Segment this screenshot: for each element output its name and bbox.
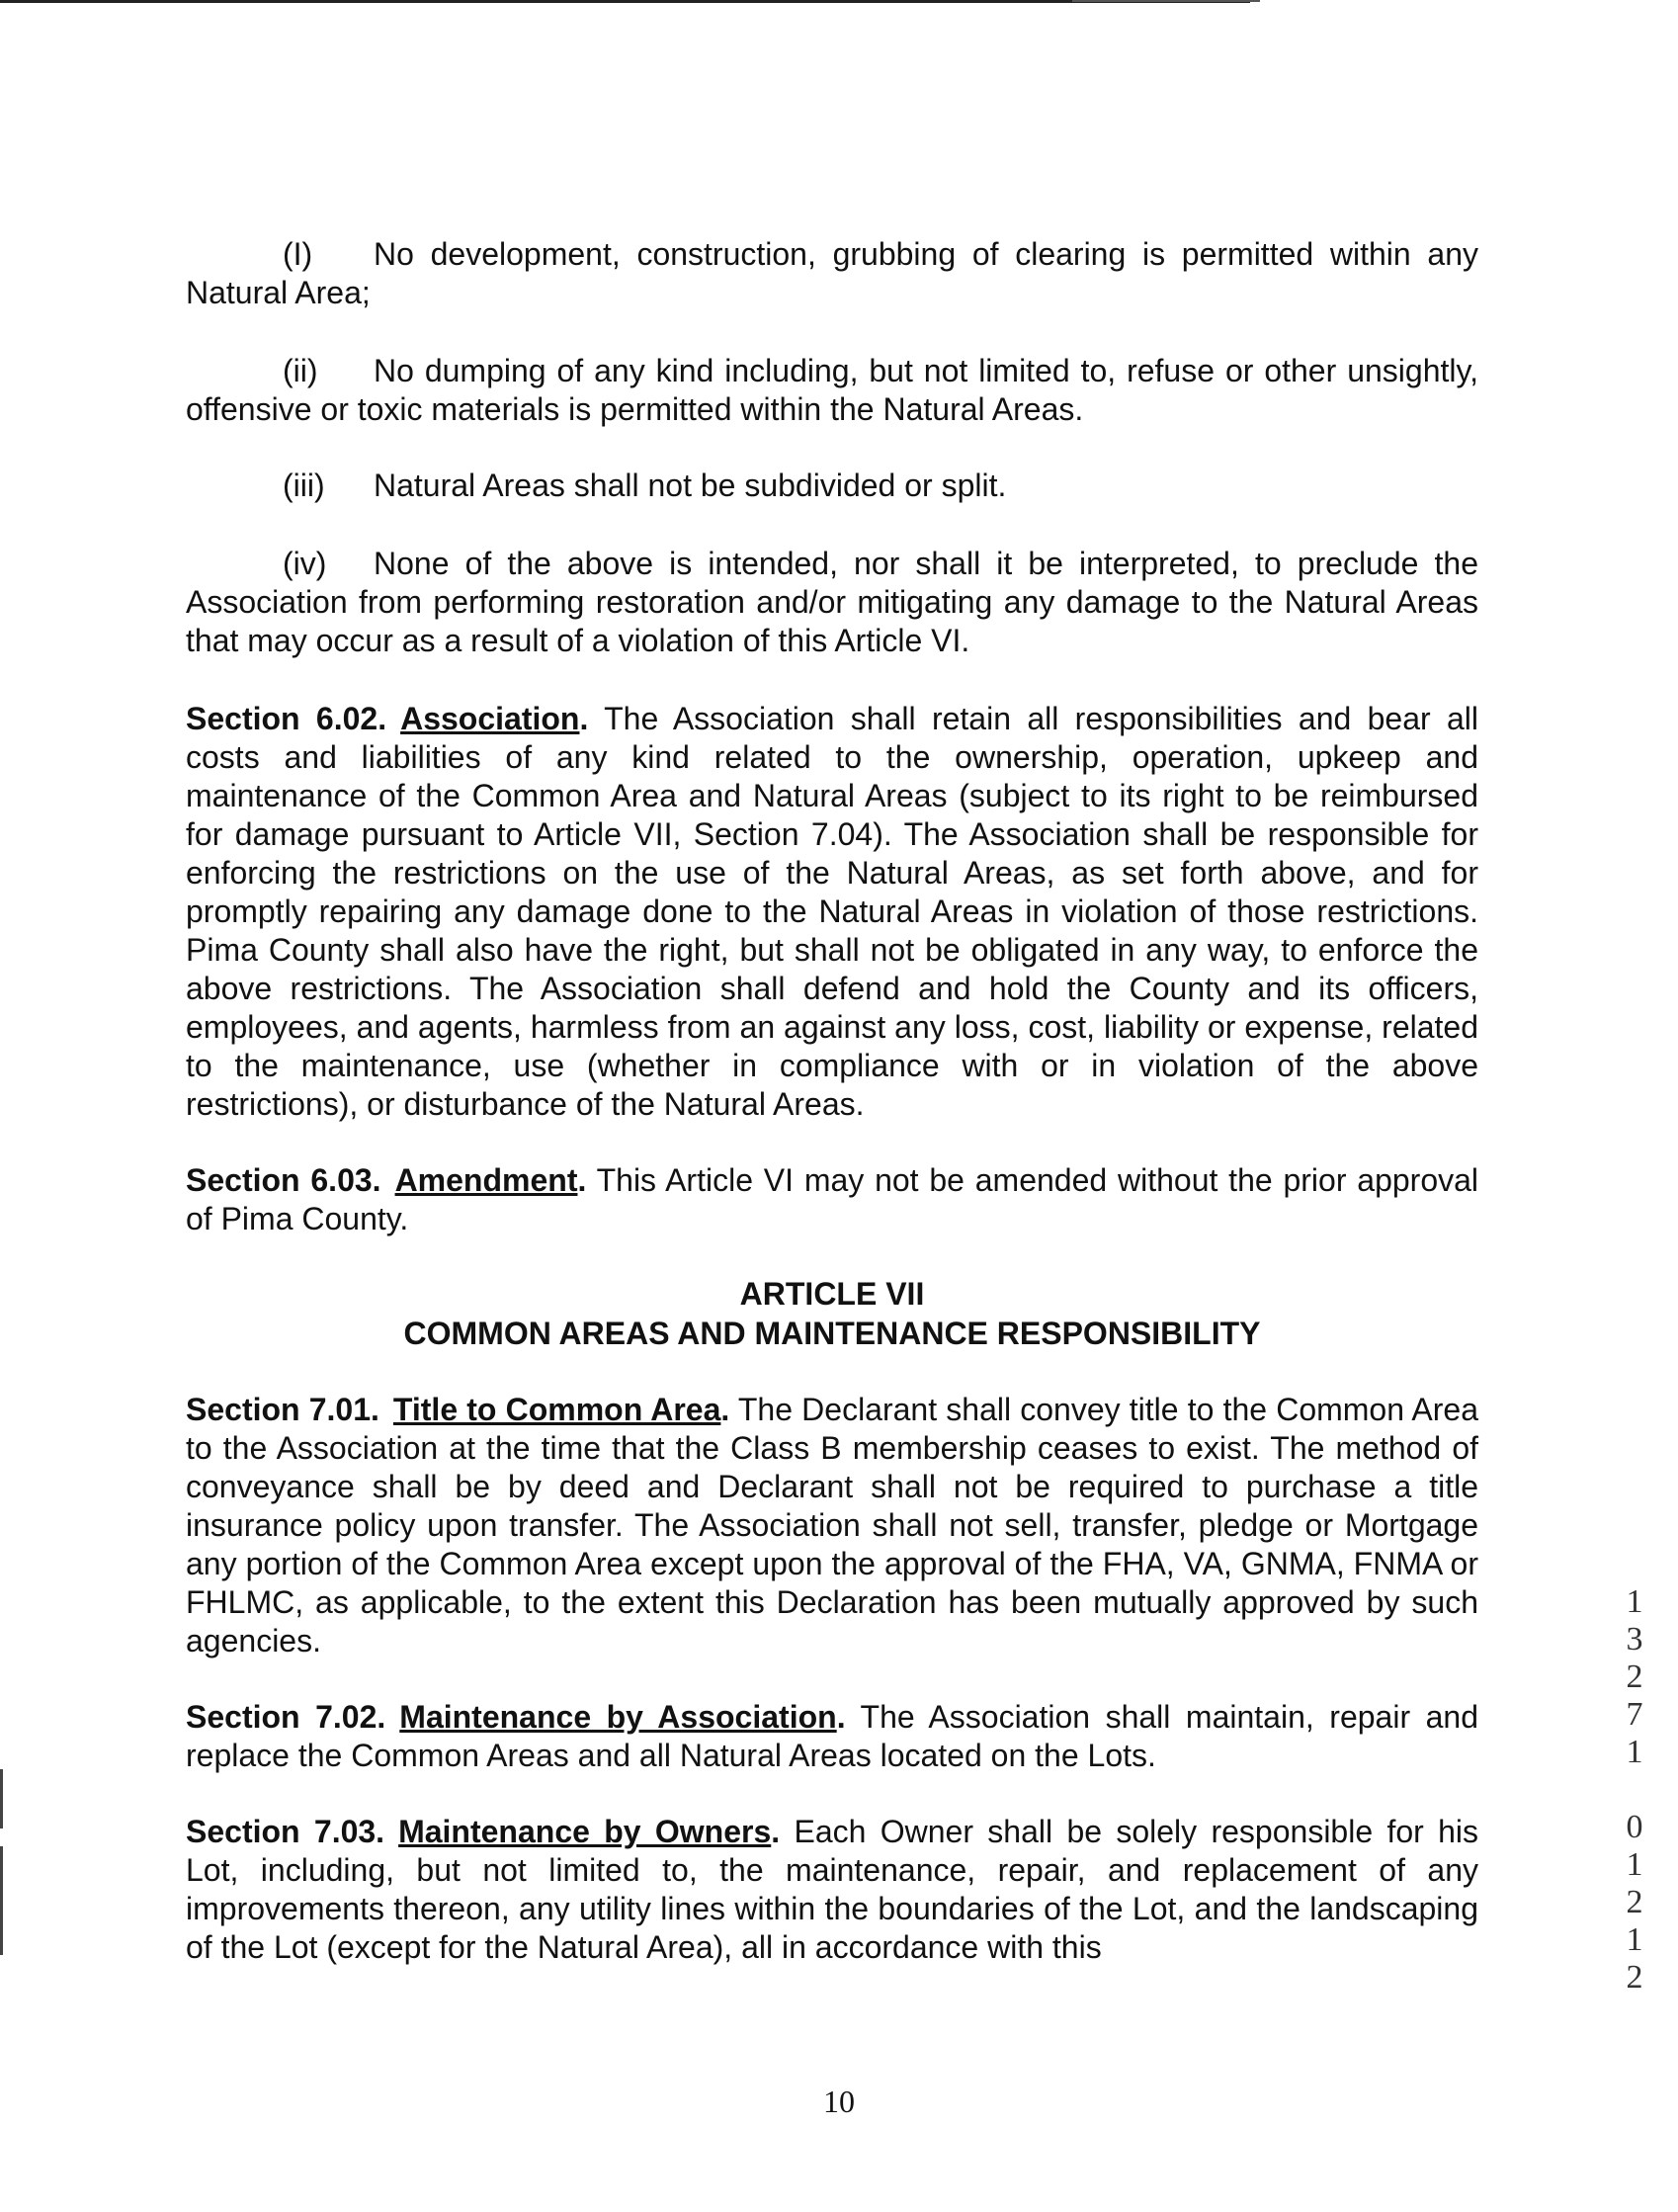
section-body: The Association shall maintain, repair and replace the Common Areas and all Natural Areas located on the Lots. (186, 1699, 1479, 1773)
article-heading (186, 1274, 1478, 1353)
section-7-01: Section 7.01. Title to Common Area. The Declarant shall convey title to the Common Area to the Association at the time that the Class B membership ceases to exist. The method of conveyance shall be by deed and Declarant shall not be required to purchase a title insurance policy upon transfer. The Association shall not sell, transfer, pledge or Mortgage any portion of the Common Area except upon the approval of the FHA, VA, GNMA, FNMA or FHLMC, as applicable, to the extent this Declaration has been mutually approved by such agencies. (186, 1392, 1479, 1659)
list-item (186, 235, 1478, 312)
item-marker: (I) (283, 236, 313, 272)
article-title: ARTICLE VII (739, 1276, 925, 1312)
article-subtitle: COMMON AREAS AND MAINTENANCE RESPONSIBILITY (403, 1316, 1261, 1351)
list-item (186, 352, 1478, 429)
item-text: Natural Areas shall not be subdivided or split. (374, 468, 1007, 503)
section-body: This Article VI may not be amended without the prior approval of Pima County. (186, 1162, 1479, 1236)
item-marker: (iv) (283, 546, 327, 581)
page-number: 10 (823, 2084, 855, 2119)
section-6-03: Section 6.03. Amendment. This Article VI may not be amended without the prior approval of Pima County. (186, 1162, 1479, 1236)
document-page (186, 235, 1478, 1967)
section-7-02: Section 7.02. Maintenance by Association. The Association shall maintain, repair and replace the Common Areas and all Natural Areas located on the Lots. (186, 1699, 1479, 1773)
top-scan-rule (0, 0, 1250, 3)
section-7-03: Section 7.03. Maintenance by Owners. Each Owner shall be solely responsible for his Lot, including, but not limited to, the maintenance, repair, and replacement of any improvements thereon, any utility lines within the boundaries of the Lot, and the landscaping of the Lot (except for the Natural Area), all in accordance with this (186, 1814, 1479, 1965)
stamp-spacer (1617, 1771, 1652, 1809)
item-marker: (ii) (283, 353, 318, 388)
list-item (186, 545, 1478, 660)
section-body: The Association shall retain all responsibilities and bear all costs and liabilities of any kind related to the ownership, operation, upkeep and maintenance of the Common Area and Natural Areas (subject to its right to be reimbursed for damage pursuant to Article VII, Section 7.04). The Association shall be responsible for enforcing the restrictions on the use of the Natural Areas, as set forth above, and for promptly repairing any damage done to the Natural Areas in violation of those restrictions. Pima County shall also have the right, but shall not be obligated in any way, to enforce the above restrictions. The Association shall defend and hold the County and its officers, employees, and agents, harmless from an against any loss, cost, liability or expense, related to the maintenance, use (whether in compliance with or in violation of the above restrictions), or disturbance of the Natural Areas. (186, 701, 1479, 1122)
stamp-digit: 1 (1626, 1921, 1643, 1958)
section-number: Section 6.03. (186, 1162, 381, 1198)
stamp-digit: 3 (1626, 1621, 1643, 1658)
stamp-digit: 1 (1626, 1846, 1643, 1883)
top-scan-rule-fragment (1072, 0, 1260, 2)
section-body: The Declarant shall convey title to the Common Area to the Association at the time that the Class B membership ceases to exist. The method of conveyance shall be by deed and Declarant shall not be required to purchase a title insurance policy upon transfer. The Association shall not sell, transfer, pledge or Mortgage any portion of the Common Area except upon the approval of the FHA, VA, GNMA, FNMA or FHLMC, as applicable, to the extent this Declaration has been mutually approved by such agencies. (186, 1392, 1479, 1659)
item-text: No development, construction, grubbing of clearing is permitted within any Natural Area; (186, 236, 1478, 310)
section-number: Section 7.01. (186, 1392, 379, 1427)
stamp-digit: 1 (1626, 1583, 1643, 1620)
section-title: Maintenance by Owners (398, 1814, 772, 1849)
section-number: Section 6.02. (186, 701, 387, 736)
stamp-digit: 7 (1626, 1696, 1643, 1733)
section-title: Association (400, 701, 580, 736)
left-scan-mark (0, 1846, 3, 1955)
stamp-digit: 2 (1626, 1959, 1643, 1996)
section-6-02: Section 6.02. Association. The Association shall retain all responsibilities and bear all costs and liabilities of any kind related to the ownership, operation, upkeep and maintenance of the Common Area and Natural Areas (subject to its right to be reimbursed for damage pursuant to Article VII, Section 7.04). The Association shall be responsible for enforcing the restrictions on the use of the Natural Areas, as set forth above, and for promptly repairing any damage done to the Natural Areas in violation of those restrictions. Pima County shall also have the right, but shall not be obligated in any way, to enforce the above restrictions. The Association shall defend and hold the County and its officers, employees, and agents, harmless from an against any loss, cost, liability or expense, related to the maintenance, use (whether in compliance with or in violation of the above restrictions), or disturbance of the Natural Areas. (186, 701, 1479, 1122)
stamp-digit: 2 (1626, 1659, 1643, 1695)
section-title: Title to Common Area (392, 1392, 721, 1427)
item-marker: (iii) (283, 468, 325, 503)
section-body: Each Owner shall be solely responsible for his Lot, including, but not limited to, the maintenance, repair, and replacement of any improvements thereon, any utility lines within the boundaries of the Lot, and the landscaping of the Lot (except for the Natural Area), all in accordance with this (186, 1814, 1479, 1965)
item-text: None of the above is intended, nor shall it be interpreted, to preclude the Association from performing restoration and/or mitigating any damage to the Natural Areas that may occur as a result of a violation of this Article VI. (186, 546, 1478, 658)
section-title: Maintenance by Association (399, 1699, 837, 1735)
list-item (186, 467, 1478, 505)
side-recording-stamp (1617, 1583, 1652, 1997)
stamp-digit: 2 (1626, 1884, 1643, 1920)
section-number: Section 7.02. (186, 1699, 386, 1735)
item-text: No dumping of any kind including, but not limited to, refuse or other unsightly, offensive or toxic materials is permitted within the Natural Areas. (186, 353, 1478, 427)
stamp-digit: 1 (1626, 1734, 1643, 1770)
section-number: Section 7.03. (186, 1814, 385, 1849)
section-title: Amendment (394, 1162, 578, 1198)
left-scan-mark (0, 1769, 3, 1829)
stamp-digit: 0 (1626, 1809, 1643, 1845)
